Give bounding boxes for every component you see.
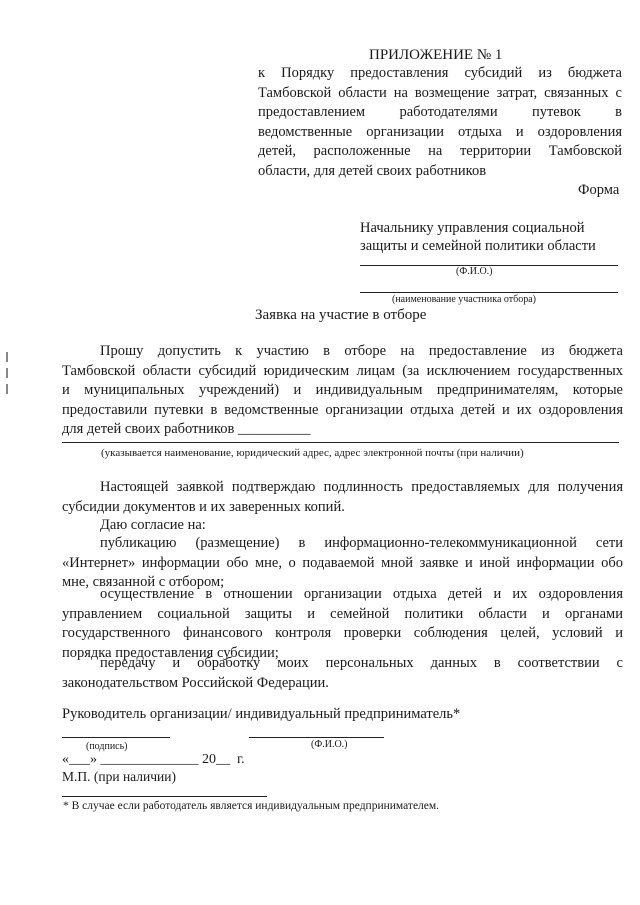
paragraph-line: субсидии документов и их заверенных копий. bbox=[62, 498, 345, 515]
fio-signature-caption: (Ф.И.О.) bbox=[311, 739, 348, 750]
subtitle-line: области, для детей своих работников bbox=[258, 162, 487, 179]
footnote: * В случае если работодатель является индивидуальным предпринимателем. bbox=[63, 800, 440, 812]
scan-mark bbox=[6, 384, 8, 394]
applicant-line bbox=[62, 442, 619, 443]
participant-caption: (наименование участника отбора) bbox=[392, 294, 536, 305]
subtitle-line: детей, расположенные на территории Тамбовской bbox=[258, 143, 622, 159]
paragraph-line: «Интернет» информации обо мне, о подаваемой мной заявке и иной информации обо bbox=[62, 554, 623, 571]
consent-item-inspection bbox=[62, 585, 623, 663]
stamp-label: М.П. (при наличии) bbox=[62, 769, 176, 784]
paragraph-line: Тамбовской области субсидий юридическим лицам (за исключением государственных bbox=[62, 362, 623, 379]
paragraph-line: для детей своих работников __________ bbox=[62, 421, 311, 437]
paragraph-line: передачу и обработку моих персональных данных в соответствии с bbox=[100, 655, 623, 671]
head-label: Руководитель организации/ индивидуальный предприниматель* bbox=[62, 706, 461, 722]
fio-caption: (Ф.И.О.) bbox=[456, 266, 493, 277]
signature-line bbox=[62, 737, 170, 738]
paragraph-line: мне, связанной с отбором; bbox=[62, 574, 225, 590]
subtitle-line: к Порядку предоставления субсидий из бюджета bbox=[258, 65, 622, 81]
paragraph-line: осуществление в отношении организации отдыха детей и их оздоровления bbox=[100, 586, 623, 602]
appendix-title: ПРИЛОЖЕНИЕ № 1 bbox=[369, 47, 503, 63]
consent-item-personal-data bbox=[62, 654, 623, 693]
scan-mark bbox=[6, 352, 8, 362]
paragraph-line: порядка предоставления субсидии; bbox=[62, 644, 279, 661]
signature-caption: (подпись) bbox=[86, 741, 128, 752]
request-paragraph bbox=[62, 342, 623, 440]
application-title: Заявка на участие в отборе bbox=[255, 307, 427, 323]
paragraph-line: законодательством Российской Федерации. bbox=[62, 674, 329, 691]
confirmation-paragraph bbox=[62, 478, 623, 517]
consent-intro: Даю согласие на: bbox=[100, 517, 206, 533]
paragraph-line: и муниципальных учреждений) и индивидуальным предпринимателям, которые bbox=[62, 382, 623, 398]
appendix-subtitle bbox=[258, 64, 622, 181]
paragraph-line: предоставили путевки в ведомственные организации отдыха детей и их оздоровления bbox=[62, 401, 623, 418]
paragraph-line: Прошу допустить к участию в отборе на предоставление из бюджета bbox=[100, 343, 623, 359]
scan-mark bbox=[6, 368, 8, 378]
addressee-line: Начальнику управления социальной bbox=[360, 220, 585, 236]
paragraph-line: Настоящей заявкой подтверждаю подлинность предоставляемых для получения bbox=[100, 479, 623, 495]
paragraph-line: государственного финансового контроля проверки соблюдения целей, условий и bbox=[62, 625, 623, 641]
paragraph-line: публикацию (размещение) в информационно-телекоммуникационной сети bbox=[100, 535, 623, 551]
applicant-caption: (указывается наименование, юридический адрес, адрес электронной почты (при наличии) bbox=[101, 447, 524, 459]
date-line: «___» ______________ 20__ г. bbox=[62, 752, 245, 767]
subtitle-line: ведомственные организации отдыха и оздоровления bbox=[258, 123, 622, 140]
footnote-separator bbox=[62, 796, 267, 797]
addressee-line: защиты и семейной политики области bbox=[360, 238, 596, 254]
form-label: Форма bbox=[578, 182, 620, 198]
paragraph-line: управлением социальной защиты и семейной политики области и органами bbox=[62, 605, 623, 622]
participant-line bbox=[360, 292, 618, 293]
consent-item-publication bbox=[62, 534, 623, 593]
subtitle-line: Тамбовской области на возмещение затрат, связанных с bbox=[258, 84, 622, 101]
subtitle-line: предоставлением работодателями путевок в bbox=[258, 104, 622, 120]
fio-signature-line bbox=[249, 737, 384, 738]
